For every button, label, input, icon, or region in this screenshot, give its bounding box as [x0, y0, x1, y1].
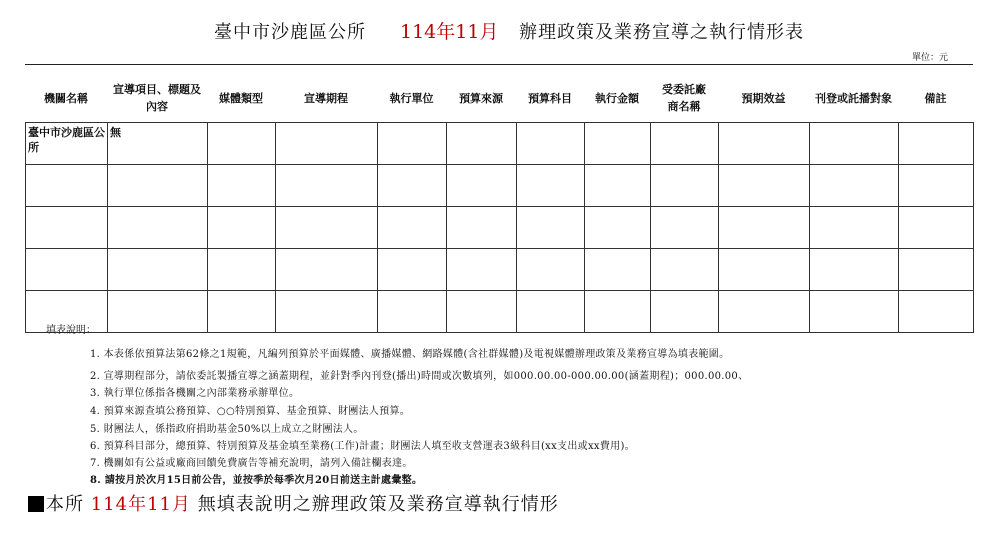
table-cell — [378, 123, 447, 165]
table-cell — [26, 249, 108, 291]
table-cell — [899, 291, 974, 333]
table-row — [26, 123, 974, 165]
footer-statement — [28, 490, 559, 516]
table-cell — [585, 165, 651, 207]
table-cell — [378, 249, 447, 291]
table-cell — [208, 207, 276, 249]
black-square-icon — [28, 496, 44, 512]
table-cell — [719, 165, 810, 207]
header-item: 宣導項目、標題及內容 — [113, 83, 201, 113]
table-cell — [585, 207, 651, 249]
note-item: 8. 請按月於次月15日前公告，並按季於每季次月20日前送主計處彙整。 — [90, 475, 423, 486]
note-item: 1. 本表係依預算法第62條之1規範，凡編列預算於平面媒體、廣播媒體、網路媒體(含社群媒體)及電視媒體辦理政策及業務宣導為填表範圍。 — [90, 349, 730, 360]
table-cell — [651, 207, 719, 249]
top-rule — [25, 64, 973, 65]
table-cell — [651, 165, 719, 207]
note-item: 7. 機關如有公益或廠商回饋免費廣告等補充說明，請列入備註欄表達。 — [90, 458, 413, 469]
title-subject: 辦理政策及業務宣導之執行情形表 — [519, 22, 804, 43]
table-cell — [651, 291, 719, 333]
table-cell — [108, 165, 208, 207]
page-title — [0, 18, 991, 46]
header-amount: 執行金額 — [595, 91, 639, 105]
table-body — [26, 123, 974, 333]
table-cell — [26, 165, 108, 207]
note-item: 6. 預算科目部分，總預算、特別預算及基金填至業務(工作)計畫；財團法人填至收支營運表3級科目(xx支出或xx費用)。 — [90, 441, 635, 452]
table-cell — [585, 291, 651, 333]
header-agency: 機關名稱 — [44, 91, 88, 105]
table-cell — [517, 165, 585, 207]
table-cell — [719, 291, 810, 333]
table-cell: 無 — [108, 123, 208, 165]
table-cell — [447, 123, 517, 165]
table-cell — [108, 249, 208, 291]
table-cell — [651, 123, 719, 165]
table-cell — [276, 249, 378, 291]
table-cell — [810, 249, 899, 291]
table-cell — [447, 249, 517, 291]
table-cell — [899, 165, 974, 207]
header-target: 刊登或託播對象 — [815, 91, 892, 105]
title-period: 114年11月 — [400, 21, 499, 43]
table-cell — [899, 123, 974, 165]
table-cell — [719, 249, 810, 291]
table-cell — [276, 291, 378, 333]
table-cell — [26, 207, 108, 249]
table-cell — [651, 249, 719, 291]
unit-label: 單位：元 — [912, 53, 949, 63]
table-cell — [810, 123, 899, 165]
header-budget-account: 預算科目 — [528, 91, 572, 105]
table-cell — [517, 207, 585, 249]
table-cell — [378, 165, 447, 207]
header-exec-unit: 執行單位 — [389, 91, 434, 105]
notes-label: 填表說明： — [46, 325, 96, 336]
table-cell — [585, 123, 651, 165]
table-cell — [810, 207, 899, 249]
footer-prefix: 本所 — [46, 494, 84, 515]
table-row — [26, 165, 974, 207]
note-item: 2. 宣導期程部分，請依委託製播宣導之涵蓋期程，並針對季內刊登(播出)時間或次數填列，如000.00.00-000.00.00(涵蓋期程)；000.00.00、 — [90, 371, 749, 382]
note-item: 5. 財團法人，係指政府捐助基金50%以上成立之財團法人。 — [90, 424, 364, 435]
table-cell — [517, 249, 585, 291]
table-row — [26, 207, 974, 249]
note-item: 4. 預算來源查填公務預算、○○特別預算、基金預算、財團法人預算。 — [90, 406, 411, 417]
footer-period: 114年11月 — [90, 494, 191, 515]
table-cell — [208, 123, 276, 165]
table-cell — [899, 207, 974, 249]
table-cell — [208, 291, 276, 333]
table-cell — [447, 207, 517, 249]
header-period: 宣導期程 — [304, 91, 348, 105]
table-cell — [108, 291, 208, 333]
table-cell — [276, 123, 378, 165]
header-media-type: 媒體類型 — [219, 91, 263, 105]
table-cell — [276, 207, 378, 249]
header-budget-source: 預算來源 — [459, 91, 503, 105]
title-org: 臺中市沙鹿區公所 — [214, 22, 366, 43]
header-contractor: 受委託廠商名稱 — [662, 83, 706, 113]
header-remarks: 備註 — [924, 91, 947, 105]
table-cell: 臺中市沙鹿區公所 — [26, 123, 108, 165]
table-row — [26, 249, 974, 291]
table-row — [26, 291, 974, 333]
table-cell — [517, 123, 585, 165]
table-cell — [208, 249, 276, 291]
data-table — [25, 122, 974, 333]
table-cell — [447, 291, 517, 333]
header-benefit: 預期效益 — [741, 91, 786, 105]
table-cell — [276, 165, 378, 207]
table-cell — [899, 249, 974, 291]
table-cell — [810, 165, 899, 207]
table-cell — [517, 291, 585, 333]
table-cell — [378, 207, 447, 249]
table-cell — [810, 291, 899, 333]
note-item: 3. 執行單位係指各機關之內部業務承辦單位。 — [90, 388, 300, 399]
table-header — [25, 76, 973, 120]
table-cell — [585, 249, 651, 291]
table-cell — [208, 165, 276, 207]
table-cell — [719, 207, 810, 249]
table-cell — [378, 291, 447, 333]
table-cell — [719, 123, 810, 165]
table-cell — [447, 165, 517, 207]
footer-suffix: 無填表說明之辦理政策及業務宣導執行情形 — [197, 494, 559, 515]
table-cell — [108, 207, 208, 249]
